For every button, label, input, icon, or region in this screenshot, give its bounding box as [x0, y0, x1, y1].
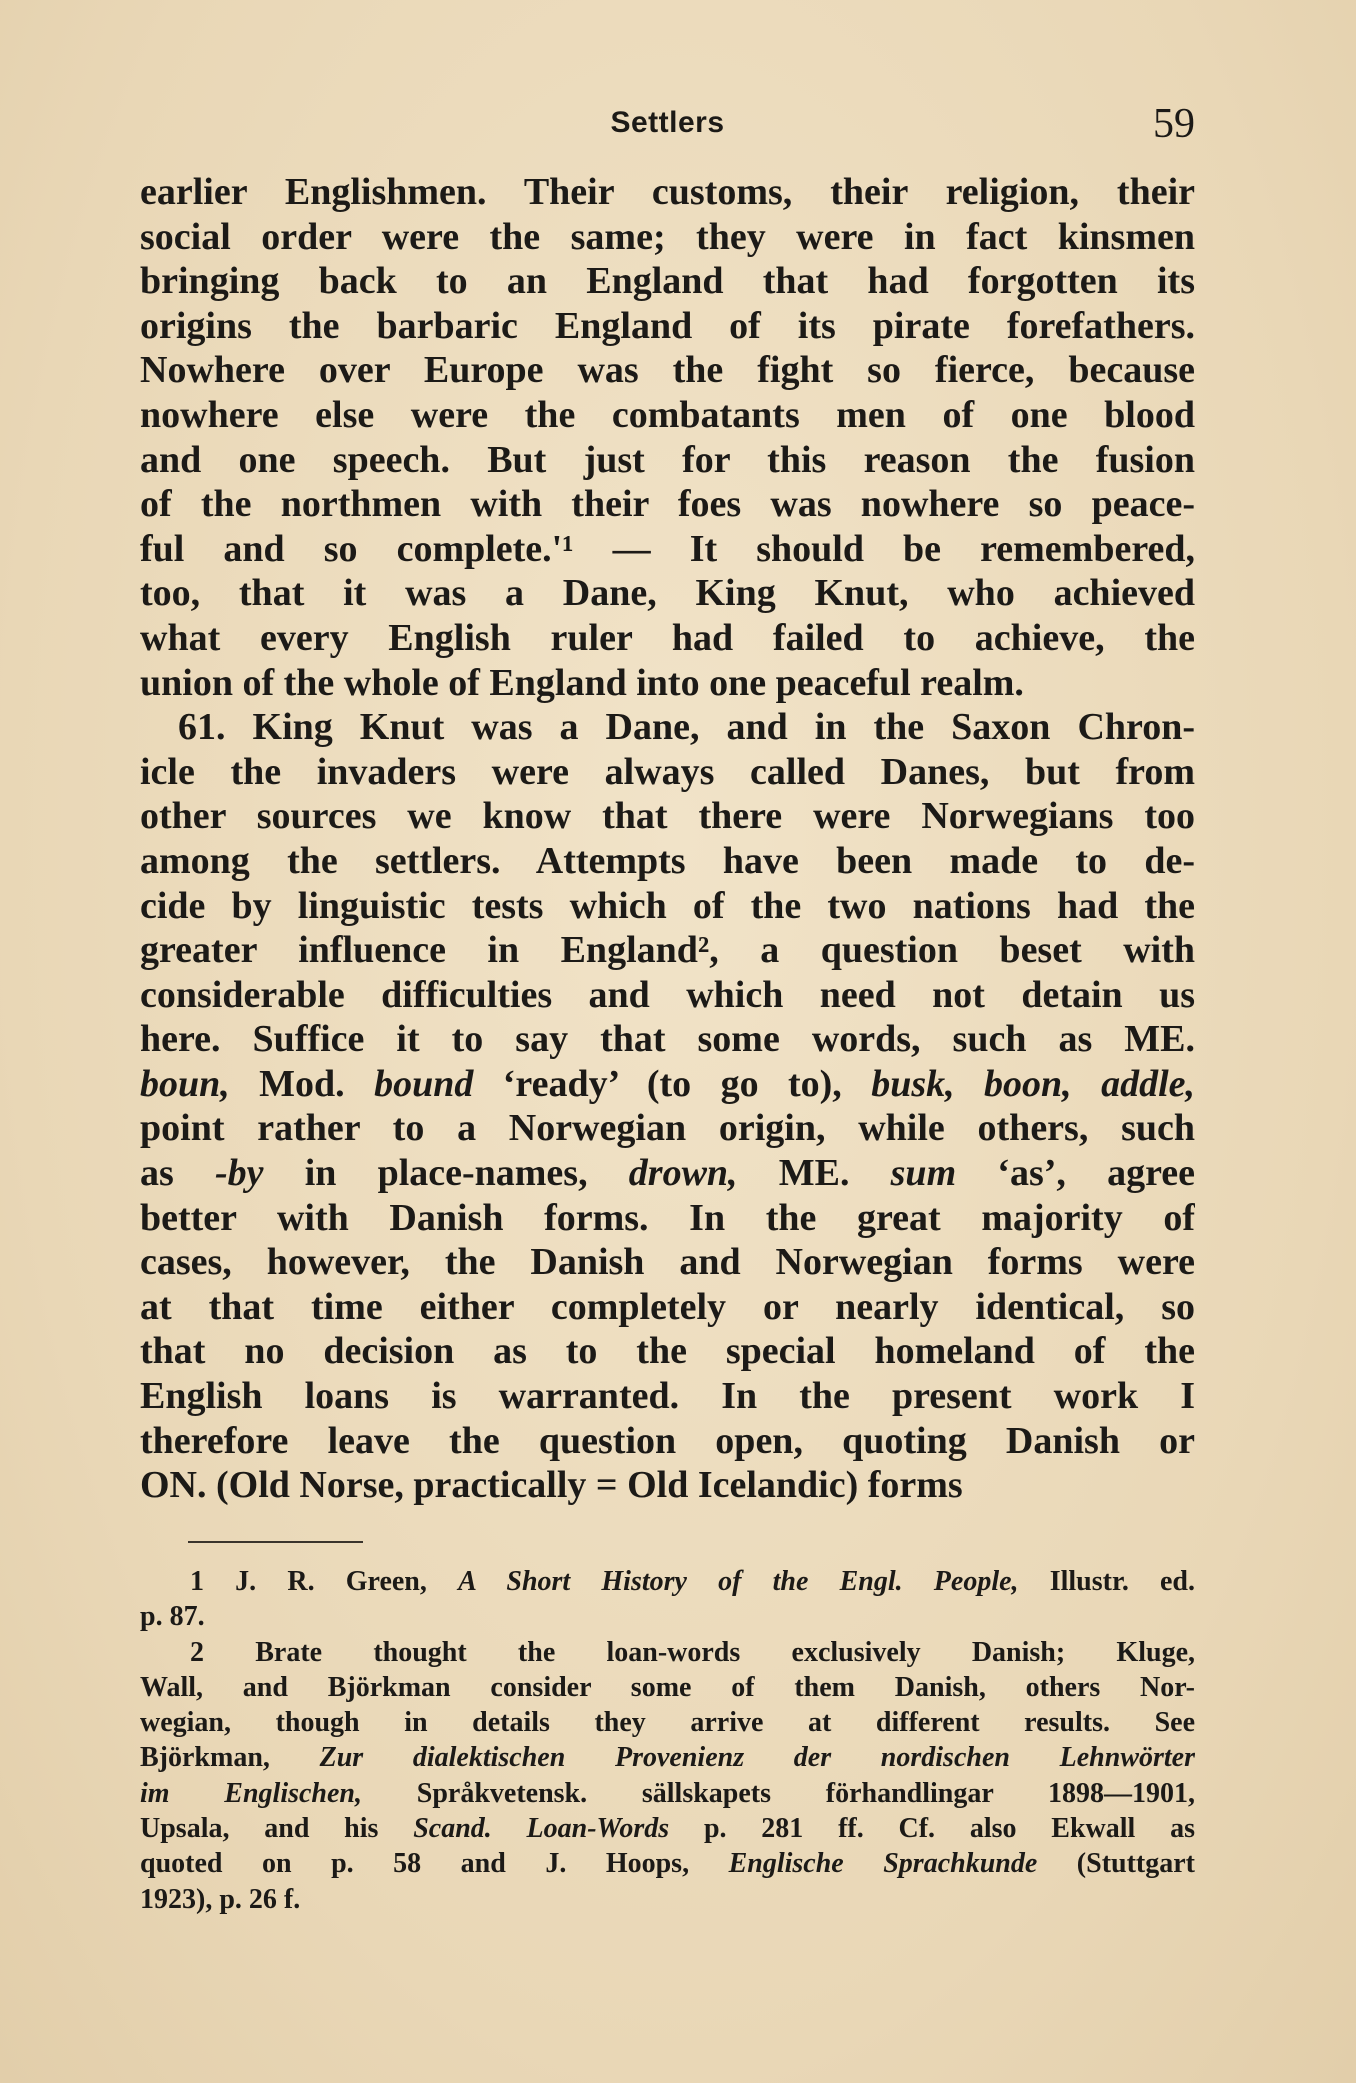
footnote-line: 1 J. R. Green, A Short History of the Engl. People, Illustr. ed.	[190, 1566, 1195, 1597]
running-title: Settlers	[610, 106, 725, 139]
page-number: 59	[1153, 101, 1195, 147]
body-text-line: cases, however, the Danish and Norwegian forms were	[140, 1241, 1195, 1284]
body-text-line: therefore leave the question open, quoting Danish or	[140, 1419, 1195, 1462]
body-text-line: point rather to a Norwegian origin, while others, such	[140, 1107, 1195, 1150]
body-text-line: what every English ruler had failed to achieve, the	[140, 616, 1195, 659]
body-text-line: Nowhere over Europe was the fight so fierce, because	[140, 349, 1195, 392]
body-text-line: nowhere else were the combatants men of one blood	[140, 393, 1195, 436]
body-text-line: of the northmen with their foes was nowhere so peace-	[140, 483, 1195, 526]
body-text-italic-term: boun,	[140, 1062, 230, 1105]
footnote-line: Björkman, Zur dialektischen Provenienz der nordischen Lehnwörter	[140, 1742, 1195, 1774]
body-text-line: at that time either completely or nearly identical, so	[140, 1285, 1195, 1328]
footnote-line: Wall, and Björkman consider some of them Danish, others Nor-	[140, 1671, 1195, 1703]
body-text-italic-term: sum	[890, 1152, 957, 1195]
body-text-line: ful and so complete.'¹ — It should be remembered,	[140, 527, 1195, 570]
footnote-italic-term: A Short History of the Engl. People,	[458, 1566, 1019, 1597]
body-text-line: here. Suffice it to say that some words, such as ME.	[140, 1018, 1195, 1061]
footnote-line: p. 87.	[140, 1601, 205, 1633]
body-text-italic-term: addle,	[1101, 1062, 1195, 1105]
footnote-italic-term: Zur dialektischen Provenienz der nordischen Lehnwörter	[319, 1742, 1195, 1774]
footnote-line: wegian, though in details they arrive at different results. See	[140, 1707, 1195, 1739]
body-text-line: cide by linguistic tests which of the two nations had the	[140, 884, 1195, 927]
body-text-line: better with Danish forms. In the great majority of	[140, 1196, 1195, 1239]
body-text-line: considerable difficulties and which need not detain us	[140, 973, 1195, 1016]
body-text-line: that no decision as to the special homeland of the	[140, 1330, 1195, 1373]
footnote-line: quoted on p. 58 and J. Hoops, Englische Sprachkunde (Stuttgart	[140, 1848, 1195, 1880]
body-text-line: earlier Englishmen. Their customs, their religion, their	[140, 171, 1195, 213]
footnote-line: Upsala, and his Scand. Loan-Words p. 281 ff. Cf. also Ekwall as	[140, 1813, 1195, 1845]
body-text-line: union of the whole of England into one peaceful realm.	[140, 661, 1024, 704]
body-text-italic-term: busk,	[871, 1062, 955, 1105]
body-text-line: origins the barbaric England of its pirate forefathers.	[140, 304, 1195, 347]
footnote-italic-term: im Englischen,	[140, 1777, 363, 1809]
body-text-italic-term: -by	[214, 1152, 264, 1195]
body-text-line: as -by in place-names, drown, ME. sum ‘as’, agree	[140, 1152, 1195, 1195]
body-text-line: too, that it was a Dane, King Knut, who achieved	[140, 572, 1195, 615]
body-text-line: boun, Mod. bound ‘ready’ (to go to), busk, boon, addle,	[140, 1062, 1195, 1105]
body-text-line: social order were the same; they were in fact kinsmen	[140, 215, 1195, 258]
footnote-line: 2 Brate thought the loan-words exclusively Danish; Kluge,	[190, 1636, 1195, 1668]
footnote-line: 1923), p. 26 f.	[140, 1883, 301, 1915]
body-text-line: among the settlers. Attempts have been made to de-	[140, 839, 1195, 882]
footnote-italic-term: Englische Sprachkunde	[728, 1848, 1038, 1880]
body-text-line: English loans is warranted. In the present work I	[140, 1375, 1195, 1418]
body-text-line: greater influence in England², a question beset with	[140, 929, 1195, 972]
body-text-line: bringing back to an England that had forgotten its	[140, 260, 1195, 303]
footnote-italic-term: Scand. Loan-Words	[413, 1813, 670, 1845]
body-text-line: ON. (Old Norse, practically = Old Icelandic) forms	[140, 1464, 963, 1507]
body-text-line: 61. King Knut was a Dane, and in the Saxon Chron-	[178, 706, 1195, 749]
body-text-line: and one speech. But just for this reason the fusion	[140, 438, 1195, 481]
body-text-italic-term: bound	[374, 1062, 474, 1105]
running-head	[140, 100, 1195, 150]
footnote-divider	[188, 1541, 363, 1543]
body-text-line: other sources we know that there were Norwegians too	[140, 795, 1195, 838]
footnote-line: im Englischen, Språkvetensk. sällskapets förhandlingar 1898—1901,	[140, 1777, 1195, 1809]
body-text-italic-term: boon,	[984, 1062, 1072, 1105]
body-text-italic-term: drown,	[628, 1152, 738, 1195]
footnotes	[140, 1564, 1195, 1917]
body-text-line: icle the invaders were always called Danes, but from	[140, 750, 1195, 793]
body-text	[140, 170, 1195, 1508]
